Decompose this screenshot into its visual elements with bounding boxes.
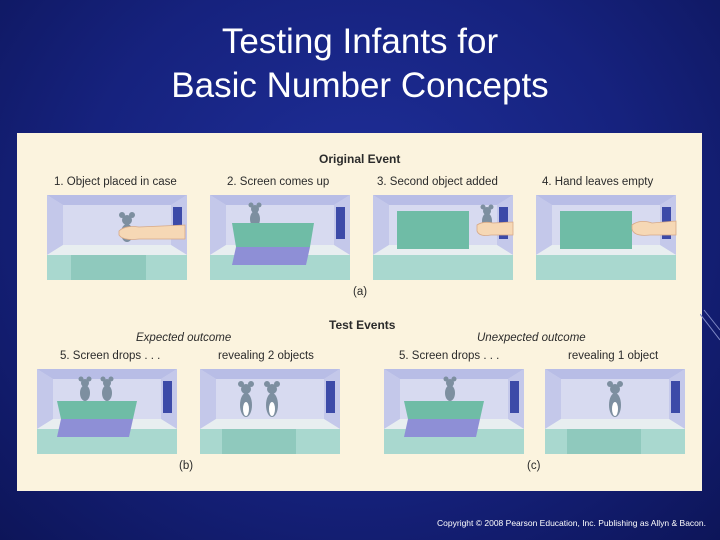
hand-icon — [477, 222, 513, 236]
step-1-label: 1. Object placed in case — [54, 176, 177, 188]
corner-decoration — [700, 300, 720, 360]
occluding-screen — [404, 401, 484, 419]
reveal-1-label: revealing 1 object — [568, 350, 659, 362]
test-step-5-unexpected-label: 5. Screen drops . . . — [399, 350, 500, 362]
step-4-label: 4. Hand leaves empty — [542, 176, 654, 188]
panel-b-label: (b) — [179, 460, 194, 472]
scene-second-added — [373, 195, 513, 280]
test-step-5-expected-label: 5. Screen drops . . . — [60, 350, 161, 362]
test-events-heading: Test Events — [329, 318, 396, 332]
occluding-screen — [560, 211, 632, 249]
copyright-notice: Copyright © 2008 Pearson Education, Inc. Publishing as Allyn & Bacon. — [437, 518, 706, 528]
title-line-1: Testing Infants for — [221, 22, 499, 61]
title-line-2: Basic Number Concepts — [171, 66, 549, 105]
hand-icon — [632, 221, 676, 235]
slide-title — [0, 20, 720, 108]
step-2-label: 2. Screen comes up — [227, 176, 330, 188]
expected-outcome-label: Expected outcome — [136, 332, 232, 344]
occluding-screen — [57, 401, 137, 419]
occluding-screen — [397, 211, 469, 249]
figure-panel — [17, 133, 702, 491]
scene-unexpected-screen-drops — [384, 369, 524, 454]
panel-a-label: (a) — [353, 286, 368, 298]
scene-expected-screen-drops — [37, 369, 177, 454]
reveal-2-label: revealing 2 objects — [218, 350, 314, 362]
scene-reveal-two — [200, 369, 340, 454]
scene-hand-leaves — [536, 195, 676, 280]
scene-object-placed — [47, 195, 187, 280]
panel-c-label: (c) — [527, 460, 541, 472]
step-3-label: 3. Second object added — [377, 176, 498, 188]
original-event-heading: Original Event — [319, 152, 401, 166]
occluding-screen — [232, 223, 314, 247]
unexpected-outcome-label: Unexpected outcome — [477, 332, 586, 344]
scene-reveal-one — [545, 369, 685, 454]
scene-screen-up — [210, 195, 350, 280]
hand-icon — [119, 225, 185, 240]
